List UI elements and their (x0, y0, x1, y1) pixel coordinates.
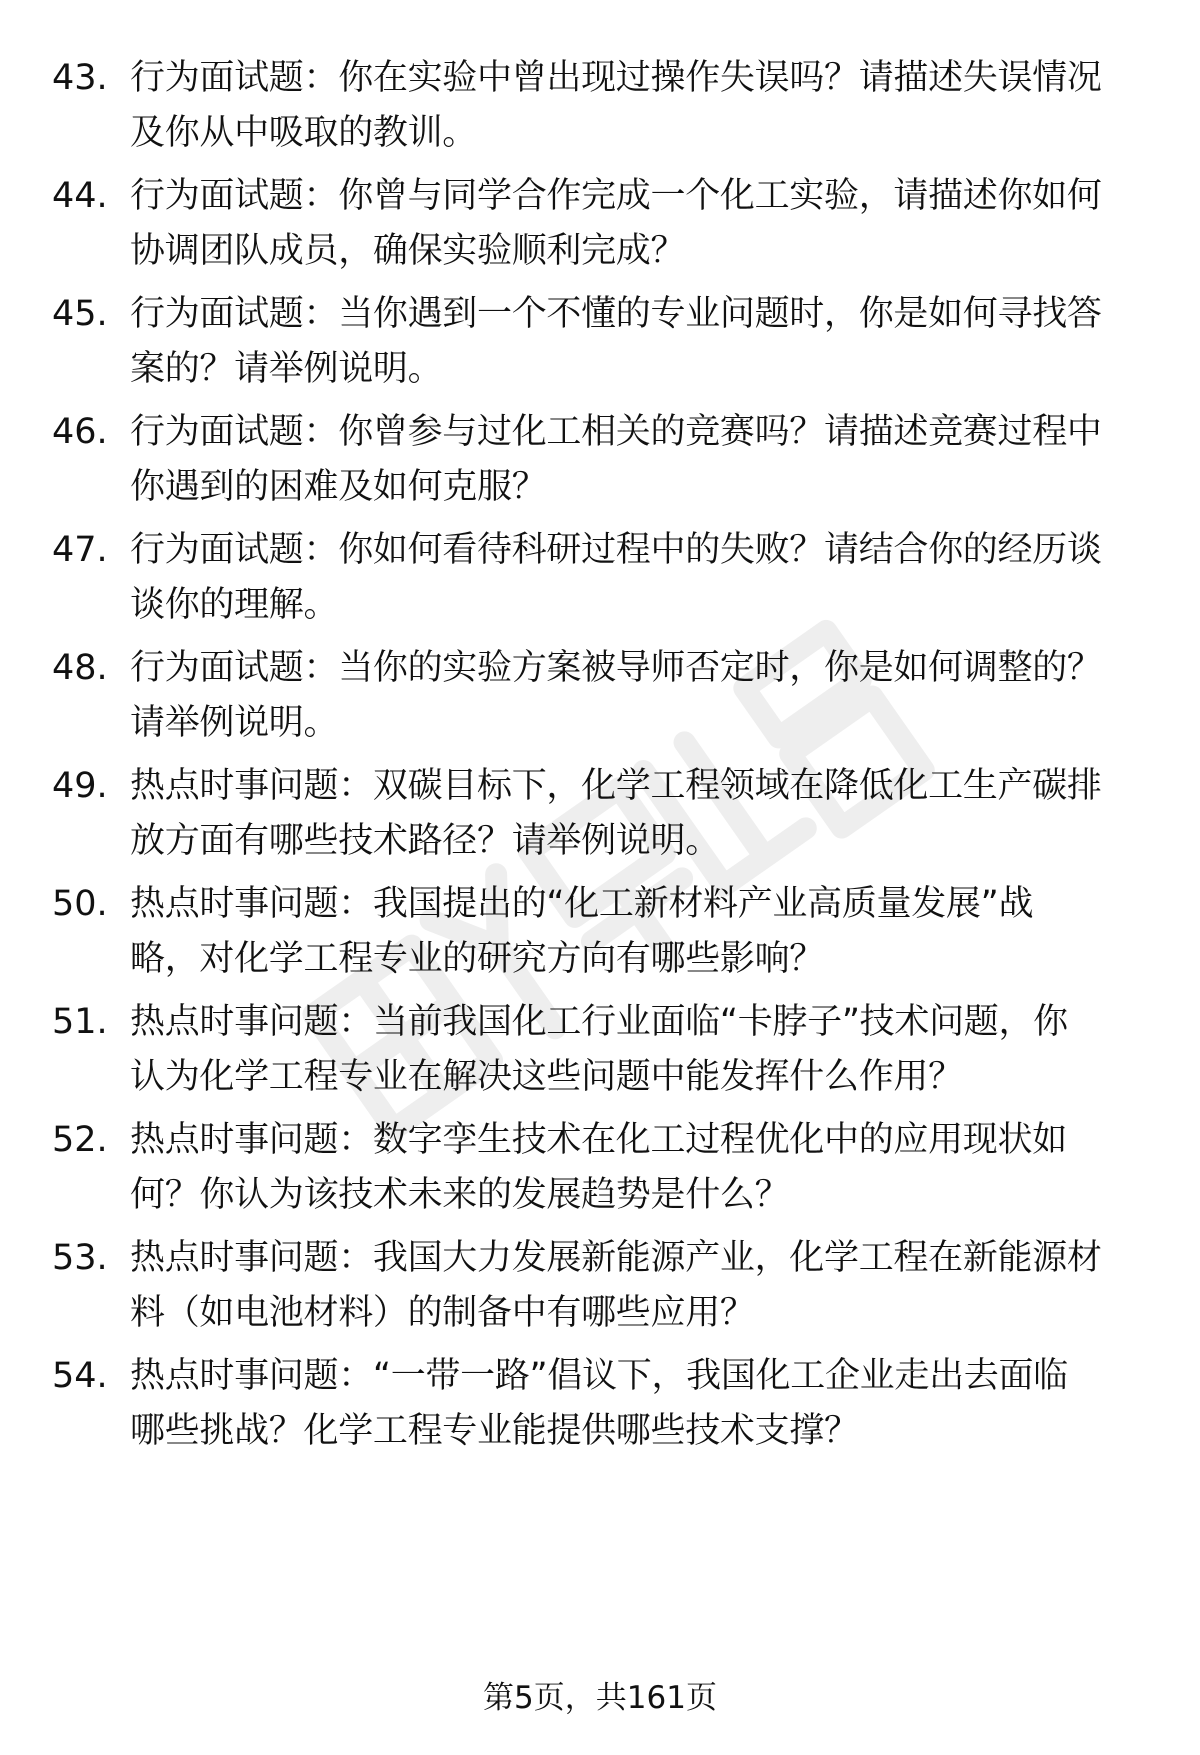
question-text (130, 1231, 1150, 1341)
question-text-line-1: 热点时事问题：我国提出的“化工新材料产业高质量发展”战 (130, 884, 1034, 924)
question-text (130, 405, 1150, 515)
question-text-line-1: 行为面试题：你曾与同学合作完成一个化工实验，请描述你如何 (130, 176, 1102, 216)
question-text-line-2: 案的？请举例说明。 (130, 349, 443, 389)
question-text-line-1: 行为面试题：当你的实验方案被导师否定时，你是如何调整的？ (130, 648, 1102, 688)
question-text-line-2: 略，对化学工程专业的研究方向有哪些影响？ (130, 939, 825, 979)
question-text (130, 51, 1150, 161)
question-text (130, 759, 1150, 869)
question-text (130, 287, 1150, 397)
question-text-line-1: 行为面试题：你在实验中曾出现过操作失误吗？请描述失误情况 (130, 58, 1102, 98)
question-number: 52. (52, 1120, 108, 1160)
question-text (130, 523, 1150, 633)
question-number: 51. (52, 1002, 108, 1042)
question-text-line-2: 何？你认为该技术未来的发展趋势是什么？ (130, 1175, 790, 1215)
question-text-line-1: 行为面试题：当你遇到一个不懂的专业问题时，你是如何寻找答 (130, 294, 1102, 334)
question-text-line-1: 行为面试题：你如何看待科研过程中的失败？请结合你的经历谈 (130, 530, 1102, 570)
question-text (130, 877, 1150, 987)
question-text-line-1: 热点时事问题：数字孪生技术在化工过程优化中的应用现状如 (130, 1120, 1067, 1160)
question-number: 54. (52, 1356, 108, 1396)
question-text-line-2: 放方面有哪些技术路径？请举例说明。 (130, 821, 720, 861)
question-text-line-1: 热点时事问题：我国大力发展新能源产业，化学工程在新能源材 (130, 1238, 1102, 1278)
question-number: 45. (52, 294, 108, 334)
question-text-line-2: 协调团队成员，确保实验顺利完成？ (130, 231, 686, 271)
question-text-line-1: 热点时事问题：“一带一路”倡议下，我国化工企业走出去面临 (130, 1356, 1068, 1396)
question-text-line-2: 请举例说明。 (130, 703, 339, 743)
question-number: 46. (52, 412, 108, 452)
question-number: 50. (52, 884, 108, 924)
question-text-line-2: 你遇到的困难及如何克服？ (130, 467, 547, 507)
page-number-footer: 第5页，共161页 (483, 1680, 717, 1716)
question-text-line-2: 哪些挑战？化学工程专业能提供哪些技术支撑？ (130, 1411, 859, 1451)
question-text-line-2: 及你从中吸取的教训。 (130, 113, 478, 153)
question-text-line-1: 热点时事问题：双碳目标下，化学工程领域在降低化工生产碳排 (130, 766, 1102, 806)
question-text-line-1: 行为面试题：你曾参与过化工相关的竞赛吗？请描述竞赛过程中 (130, 412, 1102, 452)
question-text (130, 641, 1150, 751)
question-number: 49. (52, 766, 108, 806)
question-number: 47. (52, 530, 108, 570)
question-text-line-2: 料（如电池材料）的制备中有哪些应用？ (130, 1293, 755, 1333)
question-text-line-1: 热点时事问题：当前我国化工行业面临“卡脖子”技术问题，你 (130, 1002, 1068, 1042)
question-number: 48. (52, 648, 108, 688)
question-text (130, 995, 1150, 1105)
question-text-line-2: 谈你的理解。 (130, 585, 339, 625)
question-text (130, 1349, 1150, 1459)
question-number: 53. (52, 1238, 108, 1278)
question-text (130, 169, 1150, 279)
question-text-line-2: 认为化学工程专业在解决这些问题中能发挥什么作用？ (130, 1057, 963, 1097)
question-number: 43. (52, 58, 108, 98)
question-text (130, 1113, 1150, 1223)
question-number: 44. (52, 176, 108, 216)
